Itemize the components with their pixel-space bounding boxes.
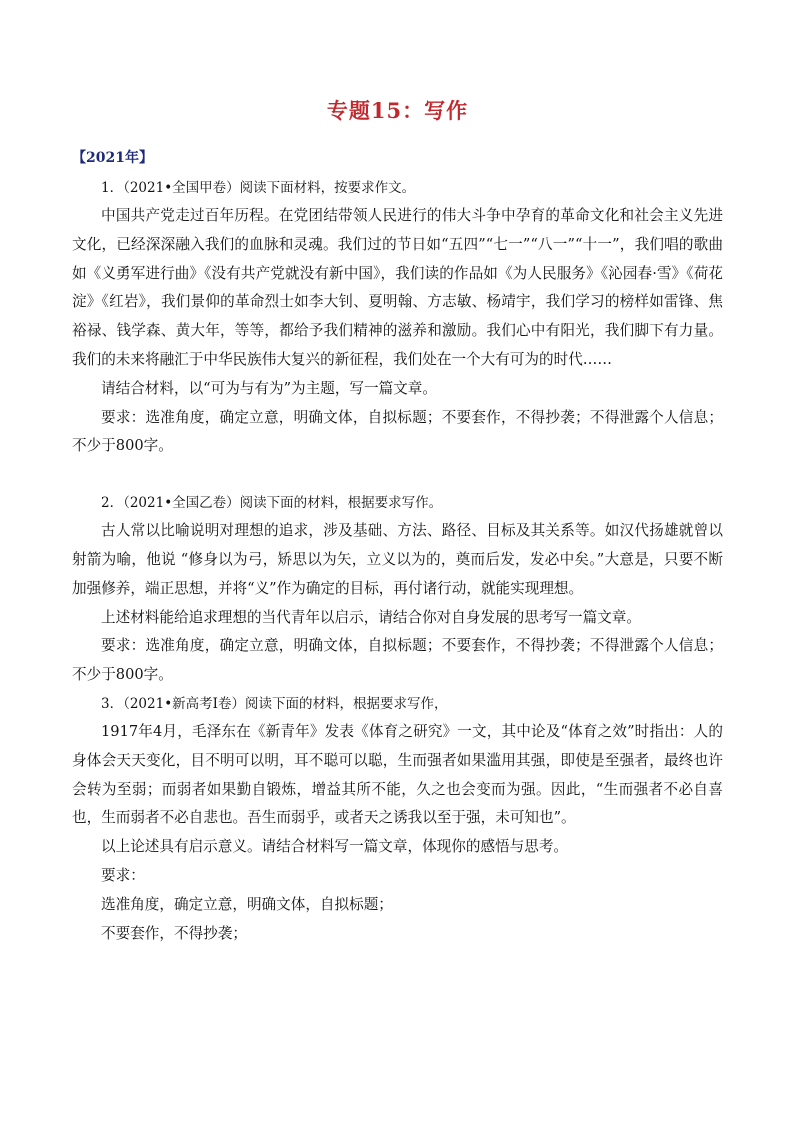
question-3-material: 1917年4月，毛泽东在《新青年》发表《体育之研究》一文，其中论及“体育之效”时指出：人的身体会天天变化，目不明可以明，耳不聪可以聪，生而强者如果滥用其强，即使是至强者，最终也许会转为至弱；而弱者如果勤自锻炼，增益其所不能，久之也会变而为强。因此，“生而强者不必自喜也，生而弱者不必自悲也。吾生而弱乎，或者天之诱我以至于强，未可知也”。 <box>72 722 723 827</box>
question-3-prompt: 以上论述具有启示意义。请结合材料写一篇文章，体现你的感悟与思考。 <box>101 838 569 856</box>
question-1-header: 1．（2021•全国甲卷）阅读下面材料，按要求作文。 <box>101 180 416 196</box>
question-1 <box>72 174 723 461</box>
question-3-requirements-label: 要求： <box>101 866 145 884</box>
spacer <box>72 461 723 489</box>
question-2-requirements: 要求：选准角度，确定立意，明确文体，自拟标题；不要套作，不得抄袭；不得泄露个人信息；不少于800字。 <box>72 637 723 684</box>
question-2-material: 古人常以比喻说明对理想的追求，涉及基础、方法、路径、目标及其关系等。如汉代扬雄就曾以射箭为喻，他说 “修身以为弓，矫思以为矢，立义以为的，奠而后发，发必中矣。”大意是，只要不断加强修养，端正思想，并将“义”作为确定的目标，再付诸行动，就能实现理想。 <box>72 522 723 597</box>
question-2-header: 2．（2021•全国乙卷）阅读下面的材料，根据要求写作。 <box>101 495 443 512</box>
question-2 <box>72 489 723 690</box>
page-title: 专题15：写作 <box>326 98 469 123</box>
question-3-requirement-2: 不要套作，不得抄袭； <box>101 924 247 942</box>
question-1-prompt: 请结合材料，以“可为与有为”为主题，写一篇文章。 <box>101 379 437 397</box>
section-label: 【2021年】 <box>72 150 153 166</box>
question-3-requirement-1: 选准角度，确定立意，明确文体，自拟标题； <box>101 895 393 913</box>
question-1-material: 中国共产党走过百年历程。在党团结带领人民进行的伟大斗争中孕育的革命文化和社会主义先进文化，已经深深融入我们的血脉和灵魂。我们过的节日如“五四”“七一”“八一”“十一”，我们唱的歌曲如《义勇军进行曲》《没有共产党就没有新中国》，我们读的作品如《为人民服务》《沁园春·雪》《荷花淀》《红岩》，我们景仰的革命烈士如李大钊、夏明翰、方志敏、杨靖宇，我们学习的榜样如雷锋、焦裕禄、钱学森、黄大年，等等，都给予我们精神的滋养和激励。我们心中有阳光，我们脚下有力量。我们的未来将融汇于中华民族伟大复兴的新征程，我们处在一个大有可为的时代…… <box>72 207 723 368</box>
question-3 <box>72 690 723 948</box>
question-2-prompt: 上述材料能给追求理想的当代青年以启示，请结合你对自身发展的思考写一篇文章。 <box>101 608 641 626</box>
question-1-requirements: 要求：选准角度，确定立意，明确文体，自拟标题；不要套作，不得抄袭；不得泄露个人信息；不少于800字。 <box>72 408 723 455</box>
question-3-header: 3．（2021•新高考Ⅰ卷）阅读下面的材料，根据要求写作， <box>101 695 448 712</box>
